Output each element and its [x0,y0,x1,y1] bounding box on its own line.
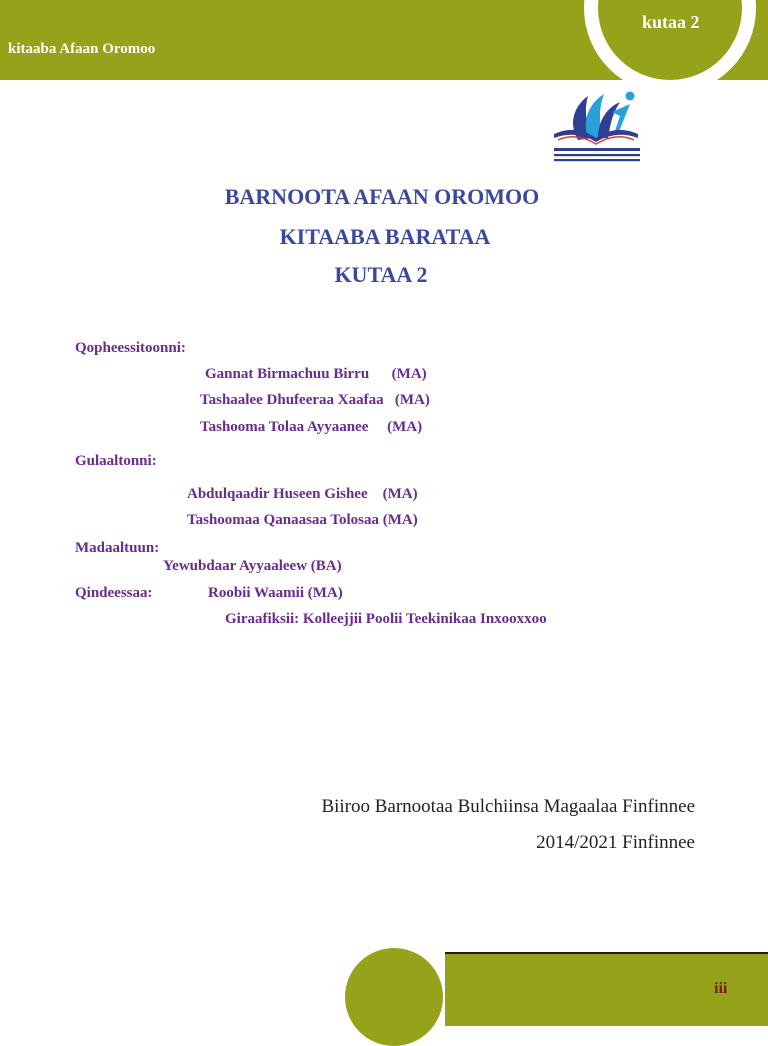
evaluator-label: Madaaltuun: [75,540,160,556]
grade-title: KUTAA 2 [334,262,428,287]
book-title: kitaaba Afaan Oromoo [8,41,156,57]
reviewer-name: Abdulqaadir Huseen Gishee (MA) [187,486,418,502]
publisher-name: Biiroo Barnootaa Bulchiinsa Magaalaa Finfinnee [321,796,695,817]
grade-badge-label: kutaa 2 [642,12,700,32]
coordinator-label: Qindeessaa: [75,585,153,601]
evaluator-name: Yewubdaar Ayyaaleew (BA) [163,558,342,574]
education-bureau-logo-icon [548,84,648,168]
book-type-title: KITAABA BARATAA [279,224,491,249]
publication-date-place: 2014/2021 Finfinnee [536,832,695,853]
reviewers-label: Gulaaltonni: [75,453,157,469]
writer-name: Tashooma Tolaa Ayyaanee (MA) [200,419,423,435]
writers-label: Qopheessitoonni: [75,340,186,356]
reviewer-name: Tashoomaa Qanaasaa Tolosaa (MA) [187,512,418,528]
subject-title: BARNOOTA AFAAN OROMOO [224,184,540,209]
coordinator-name: Roobii Waamii (MA) [208,585,343,601]
footer-circle [345,948,443,1046]
writer-name: Gannat Birmachuu Birru (MA) [205,366,427,382]
page-number: iii [714,980,728,997]
graphics-credit: Giraafiksii: Kolleejjii Poolii Teekinikaa Inxooxxoo [225,611,547,627]
writer-name: Tashaalee Dhufeeraa Xaafaa (MA) [200,392,430,408]
